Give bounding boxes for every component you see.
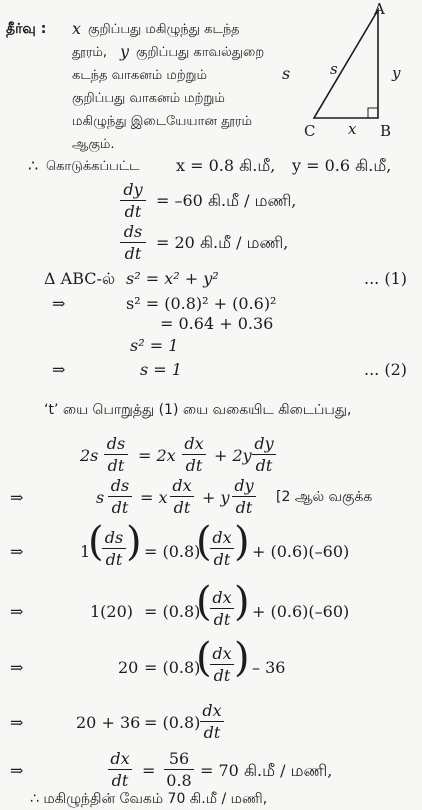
abc-label: Δ ABC-ல் bbox=[44, 269, 116, 288]
var-s: s bbox=[282, 64, 291, 83]
eq-ref-1: ... (1) bbox=[364, 269, 408, 288]
var-x: x bbox=[72, 19, 82, 38]
plus-y: + y bbox=[202, 488, 230, 507]
final-result: = 70 கி.மீ / மணி, bbox=[200, 761, 333, 780]
right-angle-mark bbox=[368, 108, 378, 118]
given-x: x = 0.8 கி.மீ, bbox=[176, 156, 276, 175]
abc-step-3: = 0.64 + 0.36 bbox=[160, 314, 274, 333]
var-y: y bbox=[120, 42, 130, 61]
one-times-20: 1(20) bbox=[90, 602, 134, 621]
eq-08-1: = (0.8) bbox=[144, 542, 201, 561]
divide-note: [2 ஆல் வகுக்க bbox=[276, 489, 373, 505]
eq-2x: = 2x bbox=[138, 446, 176, 465]
side-s-label: s bbox=[330, 60, 338, 78]
vertex-a-label: A bbox=[374, 0, 385, 18]
eq-x: = x bbox=[140, 488, 168, 507]
frac-dy-dt: dy dt bbox=[120, 180, 146, 221]
frac-ds-dt-4: ds dt bbox=[102, 528, 126, 569]
abc-step-5: s = 1 bbox=[140, 360, 182, 379]
equals-sign: = bbox=[142, 761, 156, 780]
step-3-rhs: + (0.6)(–60) bbox=[252, 542, 350, 561]
twenty: 20 bbox=[118, 658, 139, 677]
frac-dx-dt-8: dx dt bbox=[108, 749, 132, 790]
frac-ds-dt-2: ds dt bbox=[104, 434, 128, 475]
intro-line-2: தூரம், bbox=[72, 45, 108, 60]
implies-6: ⇒ bbox=[10, 658, 24, 677]
triangle-diagram bbox=[300, 0, 422, 160]
frac-dx-dt-7: dx dt bbox=[200, 701, 224, 742]
paren-close-4: ) bbox=[234, 635, 250, 681]
implies-2: ⇒ bbox=[52, 360, 66, 379]
paren-close-1: ) bbox=[126, 519, 142, 565]
therefore-symbol: ∴ bbox=[28, 156, 39, 175]
intro-line-5: மகிழுந்து இடையேயான தூரம் bbox=[72, 114, 252, 129]
implies-8: ⇒ bbox=[10, 761, 24, 780]
intro-line-2b: குறிப்பது காவல்துறை bbox=[136, 45, 265, 60]
paren-open-2: ( bbox=[196, 519, 212, 565]
frac-dy-dt-3: dy dt bbox=[232, 476, 256, 517]
step-5-rhs: – 36 bbox=[252, 658, 286, 677]
frac-ds-dt-3: ds dt bbox=[108, 476, 132, 517]
frac-dy-dt-2: dy dt bbox=[252, 434, 276, 475]
triangle-shape bbox=[314, 10, 378, 118]
given-y: y = 0.6 கி.மீ, bbox=[292, 156, 392, 175]
eq-08-2: = (0.8) bbox=[144, 602, 201, 621]
intro-line-1: குறிப்பது மகிழுந்து கடந்த bbox=[88, 22, 240, 37]
dy-dt-value: = –60 கி.மீ / மணி, bbox=[156, 191, 297, 210]
eq-08-3: = (0.8) bbox=[144, 658, 201, 677]
frac-dx-dt-2: dx dt bbox=[182, 434, 206, 475]
frac-56-08: 56 0.8 bbox=[164, 749, 194, 790]
conclusion: ∴ மகிழுந்தின் வேகம் 70 கி.மீ / மணி, bbox=[30, 791, 268, 807]
ds-dt-value: = 20 கி.மீ / மணி, bbox=[156, 233, 289, 252]
abc-step-2: s² = (0.8)² + (0.6)² bbox=[126, 294, 277, 313]
intro-line-6: ஆகும். bbox=[72, 137, 115, 152]
implies-3: ⇒ bbox=[10, 488, 24, 507]
frac-dx-dt-3: dx dt bbox=[170, 476, 194, 517]
intro-line-4: குறிப்பது வாகனம் மற்றும் bbox=[72, 91, 225, 106]
intro-line-3: கடந்த வாகனம் மற்றும் bbox=[72, 68, 207, 83]
paren-close-2: ) bbox=[234, 519, 250, 565]
paren-open-4: ( bbox=[196, 635, 212, 681]
eq-08-4: = (0.8) bbox=[144, 713, 201, 732]
implies-1: ⇒ bbox=[52, 294, 66, 313]
coef-one: 1 bbox=[80, 542, 91, 561]
implies-7: ⇒ bbox=[10, 713, 24, 732]
paren-close-3: ) bbox=[234, 579, 250, 625]
frac-dx-dt-4: dx dt bbox=[210, 528, 234, 569]
vertex-b-label: B bbox=[380, 122, 392, 140]
paren-open-3: ( bbox=[196, 579, 212, 625]
pythagoras-eq: s² = x² + y² bbox=[126, 269, 219, 288]
diff-intro: ‘t’ யை பொறுத்து (1) யை வகையிட கிடைப்பது, bbox=[44, 402, 352, 418]
given-label: கொடுக்கப்பட்ட bbox=[46, 159, 140, 174]
var-s-2: s bbox=[96, 488, 105, 507]
frac-dx-dt-6: dx dt bbox=[210, 644, 234, 685]
implies-4: ⇒ bbox=[10, 542, 24, 561]
solution-label: தீர்வு : bbox=[6, 21, 47, 37]
paren-open-1: ( bbox=[88, 519, 104, 565]
two-s: 2s bbox=[80, 446, 99, 465]
implies-5: ⇒ bbox=[10, 602, 24, 621]
eq-ref-2: ... (2) bbox=[364, 360, 408, 379]
plus-2y: + 2y bbox=[214, 446, 252, 465]
twenty-plus-36: 20 + 36 bbox=[76, 713, 141, 732]
frac-dx-dt-5: dx dt bbox=[210, 588, 234, 629]
vertex-c-label: C bbox=[304, 122, 316, 140]
side-y-label: y bbox=[392, 64, 401, 82]
frac-ds-dt: ds dt bbox=[120, 222, 146, 263]
step-4-rhs: + (0.6)(–60) bbox=[252, 602, 350, 621]
abc-step-4: s² = 1 bbox=[130, 336, 179, 355]
side-x-label: x bbox=[348, 120, 357, 138]
